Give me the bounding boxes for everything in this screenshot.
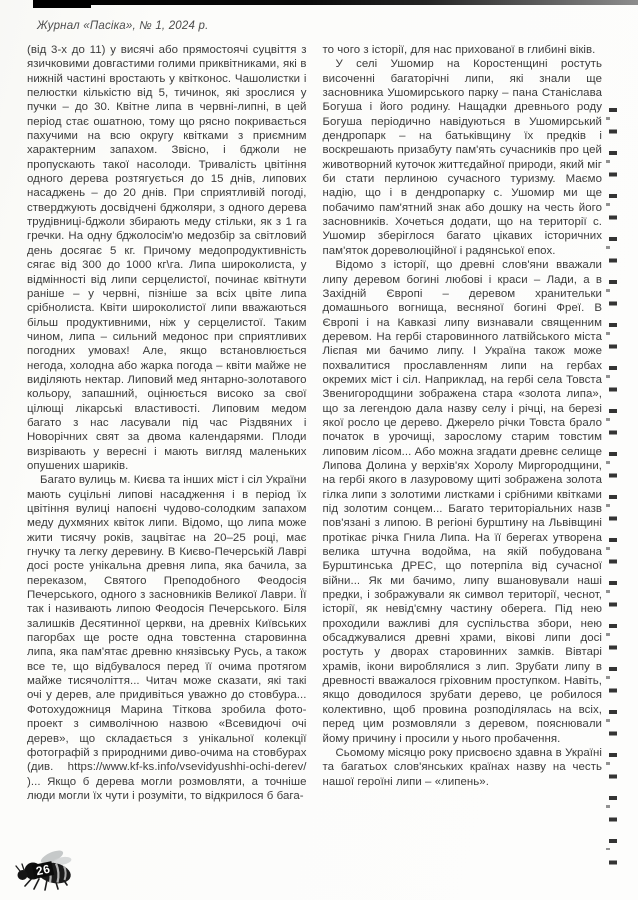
scan-edge-artifact-top — [33, 0, 638, 5]
paragraph-continuation: (від 3-х до 11) у висячі або прямостоячі суцвіття з язичковими довгастими голими приквітниками, які в нижній частині вростають у квітконос. Чашолистки і пелюстки кількістю від 5, тичинок, які зрослися у пучки – до 30. Квітне липа в червні-липні, в цей період стає ошатною, тому що рясно покривається пахучими на всю округу квітками з приємним характерним запахом. Звісно, і бджоли не пропускають такої насолоди. Тривалість цвітіння одного дерева розтягується до 15 днів, липових насаджень – до 20 днів. При сприятливій погоді, стверджують досвідчені бджоляри, з одного дерева трудівниці-бджоли збирають меду стільки, як з 1 га гречки. На одну бджолосім'ю медозбір за світловий день досягає 5 кг. Причому медопродуктивність сягає від 300 до 1000 кг\га. Липа широколиста, у відмінності від липи серцелистої, починає квітнути раніше – у червні, пізніше за всіх цвіте липа срібнолиста. Квіти широколистої липи вважаються більш продуктивними, ніж у серцелистої. Таким чином, липа – сильний медонос при сприятливих погодних умовах! Але, якщо встановлюється негода, холодна або жарка погода – квіти майже не виділяють нектар. Липовий мед янтарно-золотавого кольору, запашний, оцінюється високо за свої цілющі лікарські властивості. Липовим медом багато з нас ласували під час Різдвяних і Новорічних свят за двома календарями. Плоди визрівають у вересні і мають вигляд маленьких опушених шариків. — [27, 44, 307, 472]
left-column — [27, 43, 307, 803]
paragraph: Сьомому місяцю року присвоєно здавна в Україні та багатьох слов'янських країнах назву на честь нашої героїні липи – «липень». — [322, 746, 602, 788]
scan-edge-artifact-top-notch — [33, 0, 91, 8]
running-header: Журнал «Пасіка», № 1, 2024 р. — [37, 20, 209, 32]
article-columns — [27, 43, 602, 803]
paragraph: Багато вулиць м. Києва та інших міст і сіл України мають суцільні липові насадження і в період їх цвітіння вулиці напоєні чудово-солодким запахом меду духмяних квіток липи. Відомо, що липа може жити тисячу років, зацвітає на 20–25 році, має гнучку та легку деревину. В Києво-Печерській Лаврі досі росте унікальна древня липа, яка бачила, за переказом, Святого Преподобного Феодосія Печерського, одного з засновників Великої Лаври. Її так і називають липою Феодосія Печерського. Біля залишків Десятинної церкви, на древніх Київських пагорбах ще росте одна товстенна старовинна липа, яка пам'ятає древню князівську Русь, а також все те, що відбувалося перед її очима протягом майже тисячоліття... Читач може сказати, які такі очі у дерев, але придивіться уважно до стовбура... Фотохудожниця Марина Тіткова зробила фото-проект з символічною назвою «Всевидючі очі дерев», що складається з унікальної колекції фотографій з природними диво-очима на стовбурах (див. https://www.kf-ks.info/vsevidyushhi-ochi-derev/ )... Якщо б дерева могли розмовляти, а точніше люди могли їх чути і розуміти, то відкрилося б бага- — [27, 474, 307, 802]
paragraph: Відомо з історії, що древні слов'яни вважали липу деревом богині любові і краси – Лади, а в Західній Європі – деревом хранительки домашнього вогнища, весняної богині Фреї. В Європі і на Кавказі липу визнавали священним деревом. На гербі старовинного латвійського міста Лієпая ми бачимо липу. І Україна також може похвалитися прославленням липи на гербах окремих міст і сіл. Наприклад, на гербі села Товста Звенигородщини зображена стара «золота липа», що за легендою дала назву селу і річці, на березі якої росло це дерево. Джерело річки Товста брало початок в урочищі, зарослому старим товстим липовим лісом... Або можна згадати древнє селище Липова Долина у верхів'ях Хоролу Миргородщини, на гербі якого в лазуровому щиті зображена золота гілка липи з золотими листками і срібними квітками під золотим сонцем... Багато територіальних назв пов'язані з липою. В регіоні бурштину на Львівщині протікає річка Гнила Липа. На її берегах утворена велика штучна водойма, на якій побудована Бурштинська ДРЕС, що потерпіла від сучасної війни... Як ми бачимо, липу вшановували наші предки, і зображували як символ території, чеснот, історії, як невід'ємну частину оберега. Під нею проходили важливі для суспільства збори, нею обсаджувалися древні храми, вікові липи досі ростуть у дворах старовинних замків. Вівтарі храмів, ікони вироблялися з лип. Зрубати липу в древності вважалося гріховним проступком. Навіть, якщо доводилося зрубати дерево, це робилося колективно, щоб провина розподілялась на всіх, перед цим розмовляли з деревом, пояснювали йому причину і просили у нього пробачення. — [322, 259, 602, 745]
page-footer — [15, 848, 85, 898]
paragraph-continuation: то чого з історії, для нас прихованої в глибині віків. — [322, 44, 596, 56]
right-column — [323, 43, 603, 803]
page-number: 26 — [32, 861, 55, 879]
scan-edge-artifact-right — [609, 108, 617, 880]
paragraph: У селі Ушомир на Коростенщині ростуть височенні багаторічні липи, які знали ще засновника Ушомирського парку – пана Станіслава Богуша і його родину. Нащадки древнього роду Богуша періодично навідуються в Ушомирський дендропарк – на батьківщину їх предків і воскрешають призабуту пам'ять сучасників про цей животворний куточок життєдайної природи, який міг би стати перлиною сучасного туризму. Маємо надію, що і в дендропарку с. Ушомир ми ще побачимо пам'ятний знак або дошку на честь його засновників. Хочеться додати, що на території с. Ушомир зберіглося багато цікавих історичних пам'яток дореволюційної і радянської епох. — [322, 58, 602, 257]
